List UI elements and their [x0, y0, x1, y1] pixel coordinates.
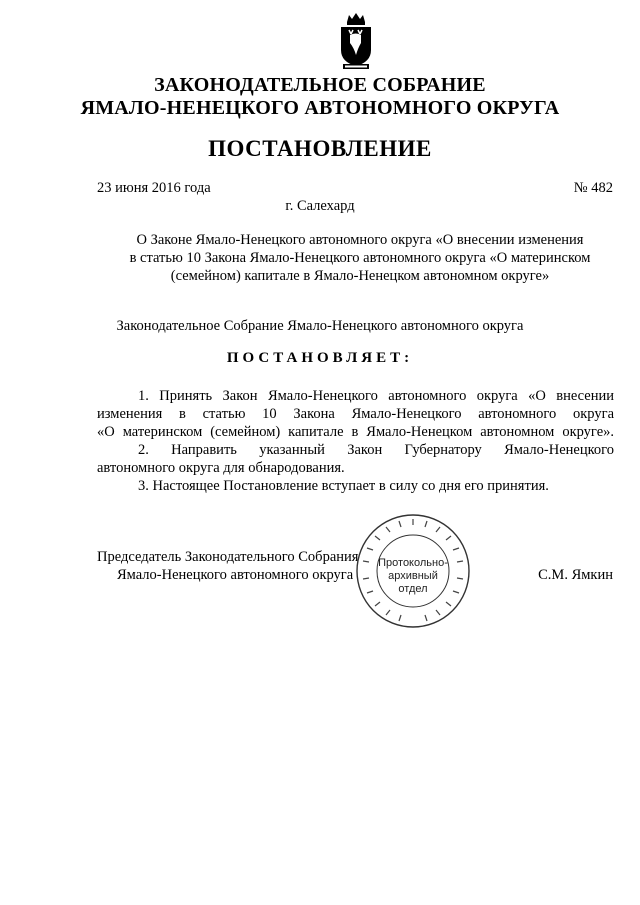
stamp-center-text: [355, 557, 471, 596]
item-1-text: изменения в статью 10 Закона Ямало-Ненецкого автономного округа: [97, 406, 614, 422]
issuer-header-line-1: ЗАКОНОДАТЕЛЬНОЕ СОБРАНИЕ: [154, 74, 486, 96]
document-subject: [100, 231, 620, 285]
issuer-header-line-2: ЯМАЛО-НЕНЕЦКОГО АВТОНОМНОГО ОКРУГА: [80, 97, 560, 119]
document-city: г. Салехард: [285, 198, 355, 214]
document-date: 23 июня 2016 года: [97, 180, 211, 196]
resolves-heading: ПОСТАНОВЛЯЕТ:: [226, 350, 414, 366]
item-2-text: автономного округа для обнародования.: [97, 460, 345, 476]
signatory-name: С.М. Ямкин: [538, 567, 613, 583]
item-1-text: 1. Принять Закон Ямало-Ненецкого автономного округа «О внесении: [138, 388, 614, 404]
stamp-text-line: отдел: [398, 583, 428, 595]
document-number: № 482: [573, 180, 613, 196]
item-2-text: 2. Направить указанный Закон Губернатору Ямало-Ненецкого: [138, 442, 614, 458]
item-3-text: 3. Настоящее Постановление вступает в силу со дня его принятия.: [138, 478, 549, 494]
issuing-body: Законодательное Собрание Ямало-Ненецкого автономного округа: [116, 318, 524, 334]
subject-line: в статью 10 Закона Ямало-Ненецкого автономного округа «О материнском: [129, 250, 591, 266]
subject-line: О Законе Ямало-Ненецкого автономного округа «О внесении изменения: [136, 232, 584, 248]
item-1-text: «О материнском (семейном) капитале в Ямало-Ненецком автономном округе».: [97, 424, 614, 440]
coat-of-arms-emblem: [336, 8, 376, 72]
document-type-title: ПОСТАНОВЛЕНИЕ: [208, 136, 432, 161]
signatory-title-line-2: Ямало-Ненецкого автономного округа: [117, 567, 354, 583]
resolution-items: [97, 387, 614, 495]
subject-line: (семейном) капитале в Ямало-Ненецком автономном округе»: [170, 268, 550, 284]
stamp-text-line: архивный: [388, 570, 438, 582]
stamp-text-line: Протокольно-: [378, 557, 448, 569]
signatory-title-line-1: Председатель Законодательного Собрания: [97, 549, 359, 565]
